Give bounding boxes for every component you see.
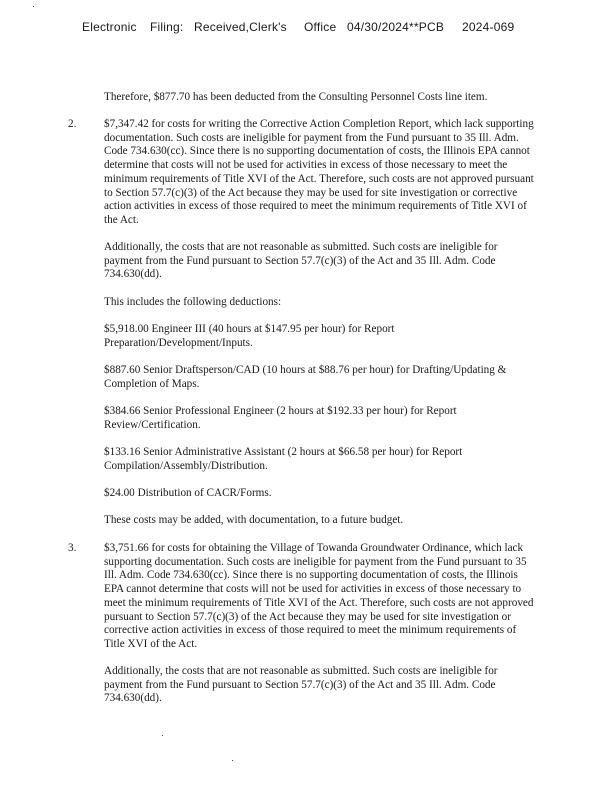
item-2-deductions-intro: This includes the following deductions: [104,296,282,308]
scan-speck [33,6,34,7]
header-electronic: Electronic [82,20,137,34]
deduction-item: $24.00 Distribution of CACR/Forms. [104,487,272,499]
deduction-item: $887.60 Senior Draftsperson/CAD (10 hours at $88.76 per hour) for Drafting/Updating & Completion of Maps. [104,364,507,390]
header-filing: Filing: [150,20,184,34]
header-office: Office [304,20,337,34]
scan-speck [162,735,163,736]
item-2-closing: These costs may be added, with documentation, to a future budget. [104,514,404,526]
item-2-additional-paragraph: Additionally, the costs that are not reasonable as submitted. Such costs are ineligible for payment from the Fund pursuant to Section 57.7(c)(3) of the Act and 35 Ill. Adm. Code 734.630(dd). [104,241,498,281]
header-date: 04/30/2024**PCB [347,20,445,34]
header-received: Received,Clerk's [194,20,287,34]
intro-paragraph: Therefore, $877.70 has been deducted from the Consulting Personnel Costs line item. [104,91,488,103]
header-case-number: 2024-069 [462,20,515,34]
item-2-paragraph: $7,347.42 for costs for writing the Corrective Action Completion Report, which lack supporting documentation. Such costs are ineligible for payment from the Fund pursuant to 35 Ill. Adm. Code 734.630(cc). Since there is no supporting documentation of costs, the Illinois EPA cannot determine that costs will not be used for activities in excess of those necessary to meet the minimum requirements of Title XVI of the Act. Therefore, such costs are not approved pursuant to Section 57.7(c)(3) of the Act because they may be used for site investigation or corrective action activities in excess of those required to meet the minimum requirements of Title XVI of the Act. [104,118,534,226]
deduction-item: $133.16 Senior Administrative Assistant (2 hours at $66.58 per hour) for Report Compilation/Assembly/Distribution. [104,446,463,472]
item-3-number: 3. [68,542,77,554]
deduction-item: $384.66 Senior Professional Engineer (2 hours at $192.33 per hour) for Report Review/Certification. [104,405,457,431]
item-3-paragraph: $3,751.66 for costs for obtaining the Village of Towanda Groundwater Ordinance, which lack supporting documentation. Such costs are ineligible for payment from the Fund pursuant to 35 Ill. Adm. Code 734.630(cc). Since there is no supporting documentation of costs, the Illinois EPA cannot determine that costs will not be used for activities in excess of those necessary to meet the minimum requirements of Title XVI of the Act. Therefore, such costs are not approved pursuant to Section 57.7(c)(3) of the Act because they may be used for site investigation or corrective action activities in excess of those required to meet the minimum requirements of Title XVI of the Act. [104,542,534,650]
item-2-number: 2. [68,118,77,130]
item-3-additional-paragraph: Additionally, the costs that are not reasonable as submitted. Such costs are ineligible for payment from the Fund pursuant to Section 57.7(c)(3) of the Act and 35 Ill. Adm. Code 734.630(dd). [104,665,498,705]
deduction-item: $5,918.00 Engineer III (40 hours at $147.95 per hour) for Report Preparation/Development/Inputs. [104,323,395,349]
scan-speck [232,760,233,761]
